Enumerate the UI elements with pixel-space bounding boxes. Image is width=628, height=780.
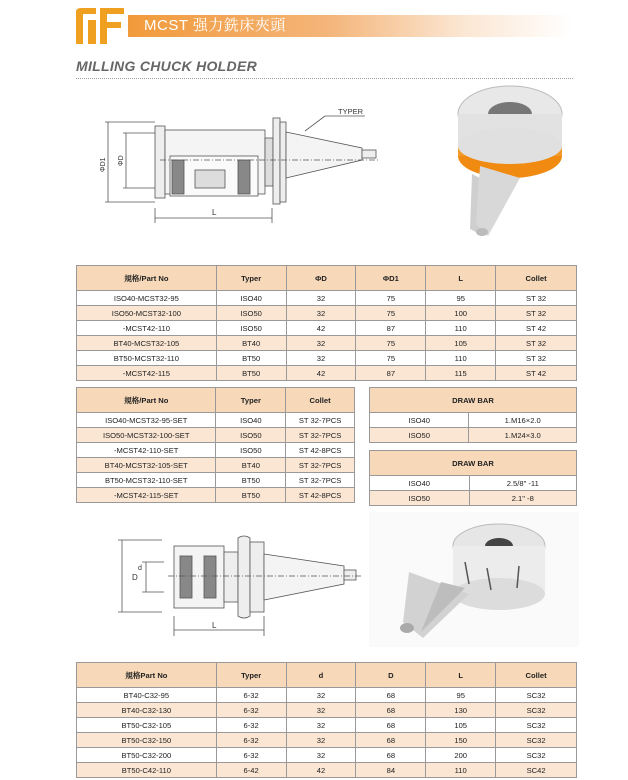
cell: ISO40 bbox=[370, 476, 470, 491]
cell: BT40 bbox=[216, 336, 286, 351]
cell: ISO40 bbox=[216, 413, 286, 428]
cell: ST 32-7PCS bbox=[286, 428, 355, 443]
table-row bbox=[77, 733, 577, 748]
cell: BT40 bbox=[216, 458, 286, 473]
set-spec-table bbox=[76, 387, 355, 503]
draw-bar-table-1 bbox=[369, 387, 577, 443]
banner-title: MCST 强力銑床夾頭 bbox=[144, 17, 286, 34]
cell: 32 bbox=[286, 718, 356, 733]
cell: 75 bbox=[356, 336, 426, 351]
label-l: L bbox=[212, 208, 217, 217]
table-row bbox=[370, 476, 577, 491]
cell: 75 bbox=[356, 351, 426, 366]
cell: 6-32 bbox=[216, 733, 286, 748]
table-row bbox=[370, 428, 577, 443]
cell: SC42 bbox=[496, 763, 577, 778]
cell: BT50 bbox=[216, 473, 286, 488]
cell: 32 bbox=[286, 688, 356, 703]
label-typer: TYPER bbox=[338, 108, 364, 116]
cell: ST 42 bbox=[496, 321, 577, 336]
cell: 6-32 bbox=[216, 718, 286, 733]
cell: 6-32 bbox=[216, 688, 286, 703]
table-row bbox=[77, 703, 577, 718]
cell: 110 bbox=[426, 321, 496, 336]
cell-part-no: BT50-MCST32-110 bbox=[77, 351, 217, 366]
cell: ST 42 bbox=[496, 366, 577, 381]
cell: BT50 bbox=[216, 351, 286, 366]
cell: ST 32 bbox=[496, 351, 577, 366]
col-header: Collet bbox=[286, 388, 355, 413]
col-header: Collet bbox=[496, 663, 577, 688]
cell: ST 42-8PCS bbox=[286, 488, 355, 503]
cell-part-no: ISO50-MCST32-100-SET bbox=[77, 428, 216, 443]
table-header-row bbox=[370, 388, 577, 413]
cell: 68 bbox=[356, 688, 426, 703]
draw-bar-title: DRAW BAR bbox=[370, 451, 577, 476]
cell: 200 bbox=[426, 748, 496, 763]
table-row bbox=[77, 458, 355, 473]
col-header: d bbox=[286, 663, 356, 688]
cell: 6-32 bbox=[216, 703, 286, 718]
col-header: L bbox=[426, 663, 496, 688]
col-header: Typer bbox=[216, 388, 286, 413]
label-l: L bbox=[212, 621, 217, 630]
table-row bbox=[77, 321, 577, 336]
cell: ST 42-8PCS bbox=[286, 443, 355, 458]
cell: ISO50 bbox=[370, 491, 470, 506]
cell: ISO50 bbox=[216, 428, 286, 443]
cell: 42 bbox=[286, 321, 356, 336]
header-banner bbox=[128, 15, 573, 37]
cell: 95 bbox=[426, 688, 496, 703]
table-row bbox=[77, 306, 577, 321]
draw-bar-title: DRAW BAR bbox=[370, 388, 577, 413]
milling-chuck-photo bbox=[420, 74, 580, 244]
cell: SC32 bbox=[496, 748, 577, 763]
cell: ST 32-7PCS bbox=[286, 413, 355, 428]
cell-part-no: BT40-C32-95 bbox=[77, 688, 217, 703]
cell: ST 32 bbox=[496, 306, 577, 321]
table-row bbox=[370, 413, 577, 428]
table-row bbox=[77, 488, 355, 503]
cell: 32 bbox=[286, 306, 356, 321]
col-header: Collet bbox=[496, 266, 577, 291]
table-row bbox=[77, 718, 577, 733]
col-header: 規格/Part No bbox=[77, 388, 216, 413]
cell-part-no: -MCST42-115 bbox=[77, 366, 217, 381]
cell: 130 bbox=[426, 703, 496, 718]
cell: 95 bbox=[426, 291, 496, 306]
table-row bbox=[77, 366, 577, 381]
cell: 68 bbox=[356, 748, 426, 763]
label-d-small: d bbox=[138, 565, 142, 572]
table-row bbox=[77, 351, 577, 366]
nf-logo bbox=[74, 6, 126, 46]
table-row bbox=[77, 336, 577, 351]
cell: BT50 bbox=[216, 488, 286, 503]
cell: 84 bbox=[356, 763, 426, 778]
table-header-row bbox=[370, 451, 577, 476]
cell: ST 32-7PCS bbox=[286, 473, 355, 488]
cell-part-no: BT50-C32-200 bbox=[77, 748, 217, 763]
cell: 87 bbox=[356, 366, 426, 381]
cell: SC32 bbox=[496, 688, 577, 703]
table-row bbox=[370, 491, 577, 506]
col-header: Typer bbox=[216, 266, 286, 291]
cell: 75 bbox=[356, 306, 426, 321]
cell: 68 bbox=[356, 703, 426, 718]
table-row bbox=[77, 473, 355, 488]
cell: 6-42 bbox=[216, 763, 286, 778]
label-d1: ΦD1 bbox=[100, 157, 107, 172]
cell: ISO40 bbox=[216, 291, 286, 306]
cell: 115 bbox=[426, 366, 496, 381]
col-header: L bbox=[426, 266, 496, 291]
cell: 2.1" -8 bbox=[469, 491, 576, 506]
col-header: ΦD1 bbox=[356, 266, 426, 291]
cell: 1.M16×2.0 bbox=[469, 413, 577, 428]
cell: 105 bbox=[426, 718, 496, 733]
cell: 150 bbox=[426, 733, 496, 748]
cell: BT50 bbox=[216, 366, 286, 381]
cell: 32 bbox=[286, 733, 356, 748]
cell: 2.5/8" -11 bbox=[469, 476, 576, 491]
table-header-row bbox=[77, 663, 577, 688]
cell: 105 bbox=[426, 336, 496, 351]
collet-chuck-photo bbox=[369, 512, 579, 647]
cell-part-no: -MCST42-115-SET bbox=[77, 488, 216, 503]
cell: 87 bbox=[356, 321, 426, 336]
cell-part-no: BT50-MCST32-110-SET bbox=[77, 473, 216, 488]
cell: 32 bbox=[286, 291, 356, 306]
cell: SC32 bbox=[496, 733, 577, 748]
cell: ISO50 bbox=[216, 321, 286, 336]
table-row bbox=[77, 428, 355, 443]
table-row bbox=[77, 291, 577, 306]
cell: ST 32 bbox=[496, 336, 577, 351]
cell: 32 bbox=[286, 703, 356, 718]
cell: ISO50 bbox=[216, 443, 286, 458]
cell: SC32 bbox=[496, 718, 577, 733]
table-header-row bbox=[77, 266, 577, 291]
cell-part-no: BT40-MCST32-105-SET bbox=[77, 458, 216, 473]
page-subtitle: MILLING CHUCK HOLDER bbox=[76, 58, 257, 74]
col-header: Typer bbox=[216, 663, 286, 688]
cell: ISO50 bbox=[370, 428, 469, 443]
cell: 68 bbox=[356, 718, 426, 733]
table-row bbox=[77, 748, 577, 763]
table-row bbox=[77, 443, 355, 458]
cell-part-no: ISO40-MCST32-95 bbox=[77, 291, 217, 306]
cell: 68 bbox=[356, 733, 426, 748]
cell: ISO50 bbox=[216, 306, 286, 321]
cell-part-no: ISO50-MCST32-100 bbox=[77, 306, 217, 321]
cell: 42 bbox=[286, 763, 356, 778]
table-row bbox=[77, 413, 355, 428]
col-header: D bbox=[356, 663, 426, 688]
cell-part-no: -MCST42-110-SET bbox=[77, 443, 216, 458]
cell: ISO40 bbox=[370, 413, 469, 428]
main-spec-table bbox=[76, 265, 577, 381]
cell-part-no: BT40-C32-130 bbox=[77, 703, 217, 718]
cell: ST 32-7PCS bbox=[286, 458, 355, 473]
cell-part-no: BT40-MCST32-105 bbox=[77, 336, 217, 351]
col-header: ΦD bbox=[286, 266, 356, 291]
label-d: ΦD bbox=[118, 155, 125, 166]
cell: 32 bbox=[286, 351, 356, 366]
cell: 1.M24×3.0 bbox=[469, 428, 577, 443]
table-header-row bbox=[77, 388, 355, 413]
draw-bar-table-2 bbox=[369, 450, 577, 506]
collet-spec-table bbox=[76, 662, 577, 778]
label-d: D bbox=[132, 573, 138, 582]
table-row bbox=[77, 688, 577, 703]
cell-part-no: -MCST42-110 bbox=[77, 321, 217, 336]
col-header: 規格Part No bbox=[77, 663, 217, 688]
cell: 75 bbox=[356, 291, 426, 306]
cell: 100 bbox=[426, 306, 496, 321]
cell: 110 bbox=[426, 763, 496, 778]
cell: 6-32 bbox=[216, 748, 286, 763]
cell: ST 32 bbox=[496, 291, 577, 306]
cell: 42 bbox=[286, 366, 356, 381]
cell-part-no: BT50-C32-150 bbox=[77, 733, 217, 748]
cell-part-no: BT50-C32-105 bbox=[77, 718, 217, 733]
cell-part-no: ISO40-MCST32-95-SET bbox=[77, 413, 216, 428]
cell: 32 bbox=[286, 336, 356, 351]
table-row bbox=[77, 763, 577, 778]
cell: 110 bbox=[426, 351, 496, 366]
col-header: 規格/Part No bbox=[77, 266, 217, 291]
collet-chuck-drawing bbox=[112, 528, 362, 640]
cell: 32 bbox=[286, 748, 356, 763]
cell-part-no: BT50-C42-110 bbox=[77, 763, 217, 778]
cell: SC32 bbox=[496, 703, 577, 718]
milling-chuck-drawing bbox=[100, 108, 385, 228]
